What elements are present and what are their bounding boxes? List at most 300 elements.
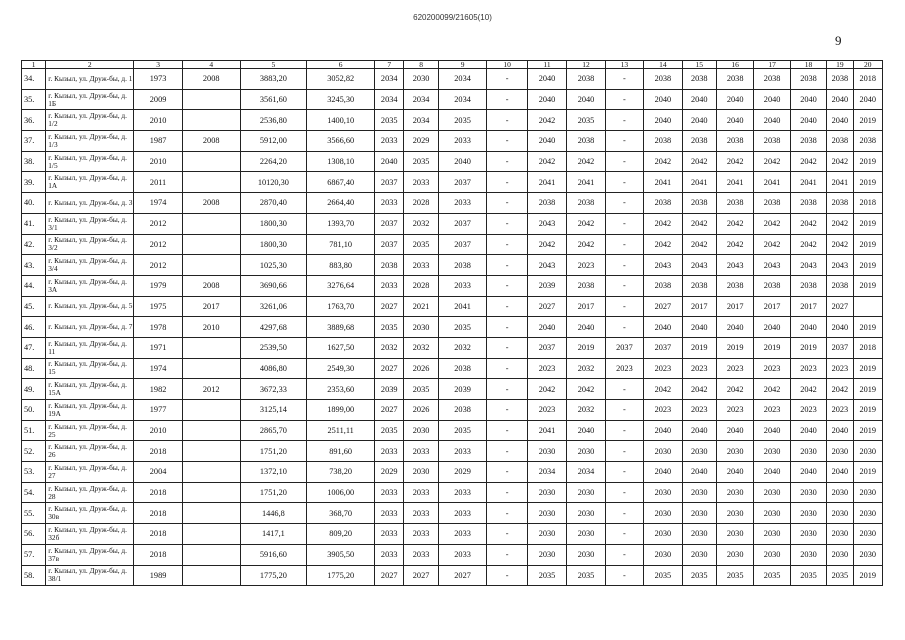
table-cell: 1974 <box>134 358 183 379</box>
table-row <box>22 544 883 565</box>
table-cell: 2033 <box>375 482 404 503</box>
table-cell: - <box>487 420 527 441</box>
table-cell: 2035 <box>404 234 438 255</box>
table-cell: 2028 <box>404 275 438 296</box>
address-cell: г. Кызыл, ул. Друж-бы, д. 1 <box>46 69 134 90</box>
address-cell: г. Кызыл, ул. Друж-бы, д. 5 <box>46 296 134 317</box>
table-cell: 1775,20 <box>307 565 375 586</box>
table-cell: - <box>487 337 527 358</box>
table-cell: 2041 <box>527 420 566 441</box>
table-row <box>22 482 883 503</box>
table-cell <box>182 524 240 545</box>
table-cell: 2043 <box>682 255 716 276</box>
table-row <box>22 255 883 276</box>
table-cell: 2033 <box>404 503 438 524</box>
table-cell: 2042 <box>716 234 753 255</box>
table-cell: 2035 <box>754 565 790 586</box>
table-cell: 2032 <box>404 213 438 234</box>
table-cell <box>182 172 240 193</box>
table-cell: 2030 <box>527 503 566 524</box>
table-cell: 2017 <box>716 296 753 317</box>
table-cell: 2030 <box>567 503 605 524</box>
table-cell: 2030 <box>527 544 566 565</box>
table-cell: 2012 <box>134 213 183 234</box>
row-number-cell: 46. <box>22 317 46 338</box>
table-cell: 2037 <box>375 213 404 234</box>
table-cell: 2038 <box>754 69 790 90</box>
table-cell: 2040 <box>754 420 790 441</box>
table-cell: 2038 <box>853 131 882 152</box>
table-cell: 2023 <box>682 358 716 379</box>
table-cell: 2032 <box>567 400 605 421</box>
table-cell: 2027 <box>644 296 682 317</box>
table-cell: 2042 <box>754 213 790 234</box>
table-cell: 2008 <box>182 69 240 90</box>
table-cell: 2042 <box>716 213 753 234</box>
table-cell: 2042 <box>527 234 566 255</box>
table-cell: 1989 <box>134 565 183 586</box>
table-cell: 1800,30 <box>240 234 307 255</box>
row-number-cell: 39. <box>22 172 46 193</box>
table-cell: 2043 <box>827 255 853 276</box>
table-cell: 2038 <box>527 193 566 214</box>
table-cell: 2030 <box>716 524 753 545</box>
table-cell: 2008 <box>182 131 240 152</box>
table-cell: - <box>605 172 643 193</box>
table-cell: - <box>487 255 527 276</box>
table-cell: 2041 <box>716 172 753 193</box>
table-cell: 2017 <box>790 296 826 317</box>
table-cell: 2030 <box>754 524 790 545</box>
table-cell: 2038 <box>438 255 487 276</box>
table-cell: 2664,40 <box>307 193 375 214</box>
table-cell: 2033 <box>438 193 487 214</box>
table-cell: 2040 <box>682 462 716 483</box>
table-cell: 2030 <box>716 441 753 462</box>
table-cell: 2038 <box>438 358 487 379</box>
table-cell: 781,10 <box>307 234 375 255</box>
table-cell: - <box>487 213 527 234</box>
table-cell: 2040 <box>644 89 682 110</box>
table-cell: 2030 <box>827 544 853 565</box>
table-cell: 2030 <box>754 441 790 462</box>
table-cell: 2042 <box>682 234 716 255</box>
address-cell: г. Кызыл, ул. Друж-бы, д. 28 <box>46 482 134 503</box>
table-cell <box>182 400 240 421</box>
table-cell: - <box>487 172 527 193</box>
row-number-cell: 47. <box>22 337 46 358</box>
table-cell: 2019 <box>853 255 882 276</box>
table-cell: 2011 <box>134 172 183 193</box>
table-cell: 2042 <box>790 379 826 400</box>
table-cell: 2030 <box>827 482 853 503</box>
table-cell: 2030 <box>754 503 790 524</box>
table-cell: 2038 <box>644 69 682 90</box>
address-cell: г. Кызыл, ул. Друж-бы, д. 27 <box>46 462 134 483</box>
table-cell: 2030 <box>644 503 682 524</box>
table-cell: 2040 <box>682 420 716 441</box>
table-cell: 2038 <box>567 69 605 90</box>
row-number-cell: 58. <box>22 565 46 586</box>
table-cell: 2035 <box>375 317 404 338</box>
table-cell: - <box>487 462 527 483</box>
table-cell: - <box>605 565 643 586</box>
column-number-9: 9 <box>438 61 487 69</box>
table-cell: 2039 <box>527 275 566 296</box>
table-cell: 1979 <box>134 275 183 296</box>
table-cell: 2035 <box>404 151 438 172</box>
table-cell: 2032 <box>375 337 404 358</box>
table-cell: 2033 <box>438 131 487 152</box>
table-cell: 2038 <box>754 193 790 214</box>
table-cell: 2040 <box>853 89 882 110</box>
table-cell <box>182 544 240 565</box>
table-cell: 2030 <box>404 69 438 90</box>
table-cell: 2038 <box>438 400 487 421</box>
table-cell: 2027 <box>375 400 404 421</box>
column-number-2: 2 <box>46 61 134 69</box>
address-cell: г. Кызыл, ул. Друж-бы, д. 1А <box>46 172 134 193</box>
table-cell: 2034 <box>527 462 566 483</box>
table-cell: 2023 <box>754 358 790 379</box>
table-cell: 2041 <box>438 296 487 317</box>
table-row <box>22 89 883 110</box>
table-cell: 2038 <box>754 275 790 296</box>
row-number-cell: 57. <box>22 544 46 565</box>
table-cell: 2030 <box>790 441 826 462</box>
table-cell: 2033 <box>404 172 438 193</box>
table-cell: - <box>605 544 643 565</box>
table-cell: 2037 <box>605 337 643 358</box>
table-cell: 2030 <box>567 441 605 462</box>
table-cell: 2012 <box>134 234 183 255</box>
table-cell: 1978 <box>134 317 183 338</box>
table-cell <box>182 89 240 110</box>
table-cell: 2037 <box>438 213 487 234</box>
table-cell <box>182 482 240 503</box>
table-row <box>22 337 883 358</box>
table-cell: 3052,82 <box>307 69 375 90</box>
table-cell: 2030 <box>682 544 716 565</box>
table-row <box>22 296 883 317</box>
table-cell: 1987 <box>134 131 183 152</box>
row-number-cell: 35. <box>22 89 46 110</box>
table-cell: 2023 <box>716 400 753 421</box>
table-cell: 2539,50 <box>240 337 307 358</box>
table-cell: 2019 <box>567 337 605 358</box>
table-cell: 2030 <box>527 524 566 545</box>
table-cell: 2034 <box>438 89 487 110</box>
table-cell: 2034 <box>375 89 404 110</box>
table-cell: 2033 <box>438 482 487 503</box>
table-cell: 2029 <box>375 462 404 483</box>
table-cell: 2042 <box>527 379 566 400</box>
row-number-cell: 42. <box>22 234 46 255</box>
table-cell: 4297,68 <box>240 317 307 338</box>
table-cell: - <box>605 524 643 545</box>
table-cell: 2040 <box>827 462 853 483</box>
table-cell: 2029 <box>404 131 438 152</box>
table-cell: 2040 <box>827 110 853 131</box>
table-cell: 2038 <box>682 69 716 90</box>
table-cell: 2042 <box>716 151 753 172</box>
table-cell: 2040 <box>527 131 566 152</box>
table-cell: 2023 <box>527 400 566 421</box>
table-cell: 2043 <box>716 255 753 276</box>
table-cell: - <box>605 317 643 338</box>
table-cell: 2040 <box>754 110 790 131</box>
address-cell: г. Кызыл, ул. Друж-бы, д. 1Б <box>46 89 134 110</box>
address-cell: г. Кызыл, ул. Друж-бы, д. 19А <box>46 400 134 421</box>
table-cell: 2040 <box>644 420 682 441</box>
table-cell: 2008 <box>182 193 240 214</box>
table-cell: 1899,00 <box>307 400 375 421</box>
table-cell: - <box>605 89 643 110</box>
table-row <box>22 503 883 524</box>
table-cell <box>182 255 240 276</box>
table-cell: 2034 <box>438 69 487 90</box>
table-cell: 2019 <box>853 151 882 172</box>
table-cell: 1006,00 <box>307 482 375 503</box>
table-cell: 2030 <box>682 503 716 524</box>
column-number-13: 13 <box>605 61 643 69</box>
table-cell: 2037 <box>375 172 404 193</box>
row-number-cell: 56. <box>22 524 46 545</box>
table-cell: 2023 <box>790 400 826 421</box>
table-row <box>22 317 883 338</box>
table-cell: 2038 <box>716 131 753 152</box>
table-cell: 2023 <box>644 400 682 421</box>
table-cell: 2035 <box>790 565 826 586</box>
table-cell: 2019 <box>790 337 826 358</box>
table-cell: 2029 <box>438 462 487 483</box>
row-number-cell: 38. <box>22 151 46 172</box>
table-cell: - <box>605 69 643 90</box>
table-cell: 2030 <box>827 503 853 524</box>
table-cell: 2030 <box>527 441 566 462</box>
row-number-cell: 48. <box>22 358 46 379</box>
row-number-cell: 37. <box>22 131 46 152</box>
table-cell: 2037 <box>438 172 487 193</box>
table-cell: 2035 <box>404 379 438 400</box>
column-number-19: 19 <box>827 61 853 69</box>
table-cell: 2030 <box>682 441 716 462</box>
table-cell: 2264,20 <box>240 151 307 172</box>
address-cell: г. Кызыл, ул. Друж-бы, д. 1/3 <box>46 131 134 152</box>
table-cell: 2038 <box>567 275 605 296</box>
table-cell: 368,70 <box>307 503 375 524</box>
table-cell: 1977 <box>134 400 183 421</box>
column-number-6: 6 <box>307 61 375 69</box>
address-cell: г. Кызыл, ул. Друж-бы, д. 3 <box>46 193 134 214</box>
table-cell: 2041 <box>644 172 682 193</box>
table-cell: 2017 <box>182 296 240 317</box>
table-row <box>22 358 883 379</box>
table-cell: 2040 <box>375 151 404 172</box>
table-cell: 2536,80 <box>240 110 307 131</box>
address-cell: г. Кызыл, ул. Друж-бы, д. 3/1 <box>46 213 134 234</box>
table-cell: 2042 <box>754 151 790 172</box>
column-number-20: 20 <box>853 61 882 69</box>
table-cell: - <box>605 193 643 214</box>
table-cell: 1446,8 <box>240 503 307 524</box>
table-row <box>22 213 883 234</box>
column-number-17: 17 <box>754 61 790 69</box>
table-cell <box>182 503 240 524</box>
table-cell: 2018 <box>853 337 882 358</box>
row-number-cell: 50. <box>22 400 46 421</box>
address-cell: г. Кызыл, ул. Друж-бы, д. 11 <box>46 337 134 358</box>
table-cell: 3566,60 <box>307 131 375 152</box>
table-cell: 2035 <box>438 317 487 338</box>
table-cell: 3889,68 <box>307 317 375 338</box>
table-cell: 2870,40 <box>240 193 307 214</box>
table-cell: 2023 <box>605 358 643 379</box>
row-number-cell: 43. <box>22 255 46 276</box>
table-cell: 2018 <box>134 482 183 503</box>
table-cell <box>182 337 240 358</box>
table-cell: 2042 <box>754 379 790 400</box>
column-number-15: 15 <box>682 61 716 69</box>
table-cell: 2040 <box>790 89 826 110</box>
table-cell: - <box>487 400 527 421</box>
table-cell: 2040 <box>527 69 566 90</box>
table-cell: 4086,80 <box>240 358 307 379</box>
table-cell: - <box>605 234 643 255</box>
table-cell: 2038 <box>790 69 826 90</box>
table-cell: 2033 <box>438 524 487 545</box>
table-cell: 2038 <box>754 131 790 152</box>
table-cell: 2037 <box>527 337 566 358</box>
table-cell: 2018 <box>134 503 183 524</box>
table-cell: 2035 <box>644 565 682 586</box>
table-cell: 2027 <box>375 565 404 586</box>
address-cell: г. Кызыл, ул. Друж-бы, д. 37в <box>46 544 134 565</box>
column-number-7: 7 <box>375 61 404 69</box>
table-cell: 1973 <box>134 69 183 90</box>
table-cell: 2019 <box>853 420 882 441</box>
table-cell: 2030 <box>682 524 716 545</box>
table-cell <box>853 296 882 317</box>
table-cell: - <box>605 379 643 400</box>
table-cell: - <box>487 234 527 255</box>
table-cell: 2030 <box>716 482 753 503</box>
table-cell: 883,80 <box>307 255 375 276</box>
table-cell: 2030 <box>567 482 605 503</box>
table-cell: 2038 <box>716 275 753 296</box>
table-cell: 2040 <box>754 462 790 483</box>
table-cell: 2042 <box>644 234 682 255</box>
table-cell: 2010 <box>182 317 240 338</box>
table-cell: 2040 <box>716 317 753 338</box>
table-cell: 1627,50 <box>307 337 375 358</box>
table-cell: 2027 <box>404 565 438 586</box>
table-cell: 2030 <box>404 462 438 483</box>
table-cell: 2040 <box>682 317 716 338</box>
table-cell: 2042 <box>790 151 826 172</box>
table-cell: 2035 <box>567 110 605 131</box>
table-cell: - <box>605 503 643 524</box>
table-cell: 2043 <box>527 213 566 234</box>
table-cell: 2040 <box>644 317 682 338</box>
column-number-12: 12 <box>567 61 605 69</box>
table-cell: 2041 <box>754 172 790 193</box>
table-cell: 2023 <box>527 358 566 379</box>
table-cell: 2040 <box>790 110 826 131</box>
table-cell: 2042 <box>827 151 853 172</box>
row-number-cell: 53. <box>22 462 46 483</box>
table-cell: 1775,20 <box>240 565 307 586</box>
table-cell: - <box>605 213 643 234</box>
table-cell: 2041 <box>527 172 566 193</box>
table-cell: 2040 <box>716 462 753 483</box>
table-cell: 2023 <box>716 358 753 379</box>
table-cell: 2023 <box>754 400 790 421</box>
table-cell: 2033 <box>375 503 404 524</box>
table-cell: - <box>487 441 527 462</box>
address-cell: г. Кызыл, ул. Друж-бы, д. 3/4 <box>46 255 134 276</box>
column-number-5: 5 <box>240 61 307 69</box>
table-cell: 2019 <box>853 110 882 131</box>
table-cell: 3261,06 <box>240 296 307 317</box>
table-cell: 2042 <box>644 151 682 172</box>
table-cell: 2032 <box>404 337 438 358</box>
table-cell: 2042 <box>644 213 682 234</box>
table-cell: 1308,10 <box>307 151 375 172</box>
table-cell: - <box>605 255 643 276</box>
table-cell: - <box>487 275 527 296</box>
table-cell: 2017 <box>754 296 790 317</box>
table-row <box>22 565 883 586</box>
table-cell: - <box>487 151 527 172</box>
row-number-cell: 51. <box>22 420 46 441</box>
table-cell: 3690,66 <box>240 275 307 296</box>
table-cell: 2004 <box>134 462 183 483</box>
column-number-18: 18 <box>790 61 826 69</box>
table-cell: 1975 <box>134 296 183 317</box>
table-cell: 2033 <box>375 441 404 462</box>
table-cell: 2030 <box>853 503 882 524</box>
table-cell: - <box>605 482 643 503</box>
table-cell: - <box>487 358 527 379</box>
table-cell: - <box>605 400 643 421</box>
table-cell <box>182 565 240 586</box>
row-number-cell: 54. <box>22 482 46 503</box>
address-cell: г. Кызыл, ул. Друж-бы, д. 30в <box>46 503 134 524</box>
table-cell: 2038 <box>827 275 853 296</box>
table-cell: 2035 <box>375 110 404 131</box>
table-cell: 2040 <box>644 110 682 131</box>
table-cell: 6867,40 <box>307 172 375 193</box>
table-cell: 2040 <box>682 110 716 131</box>
table-cell: 2042 <box>644 379 682 400</box>
table-cell: 2017 <box>682 296 716 317</box>
table-cell: 2034 <box>404 110 438 131</box>
column-number-8: 8 <box>404 61 438 69</box>
table-cell: 3276,64 <box>307 275 375 296</box>
table-cell: 1417,1 <box>240 524 307 545</box>
table-cell: 2040 <box>790 420 826 441</box>
table-cell: 2043 <box>527 255 566 276</box>
table-cell: 2030 <box>827 441 853 462</box>
table-cell: - <box>487 503 527 524</box>
table-cell: 2033 <box>404 482 438 503</box>
table-cell: - <box>487 482 527 503</box>
table-row <box>22 420 883 441</box>
table-cell: 2043 <box>644 255 682 276</box>
table-cell: 2038 <box>644 193 682 214</box>
table-cell: 2037 <box>644 337 682 358</box>
